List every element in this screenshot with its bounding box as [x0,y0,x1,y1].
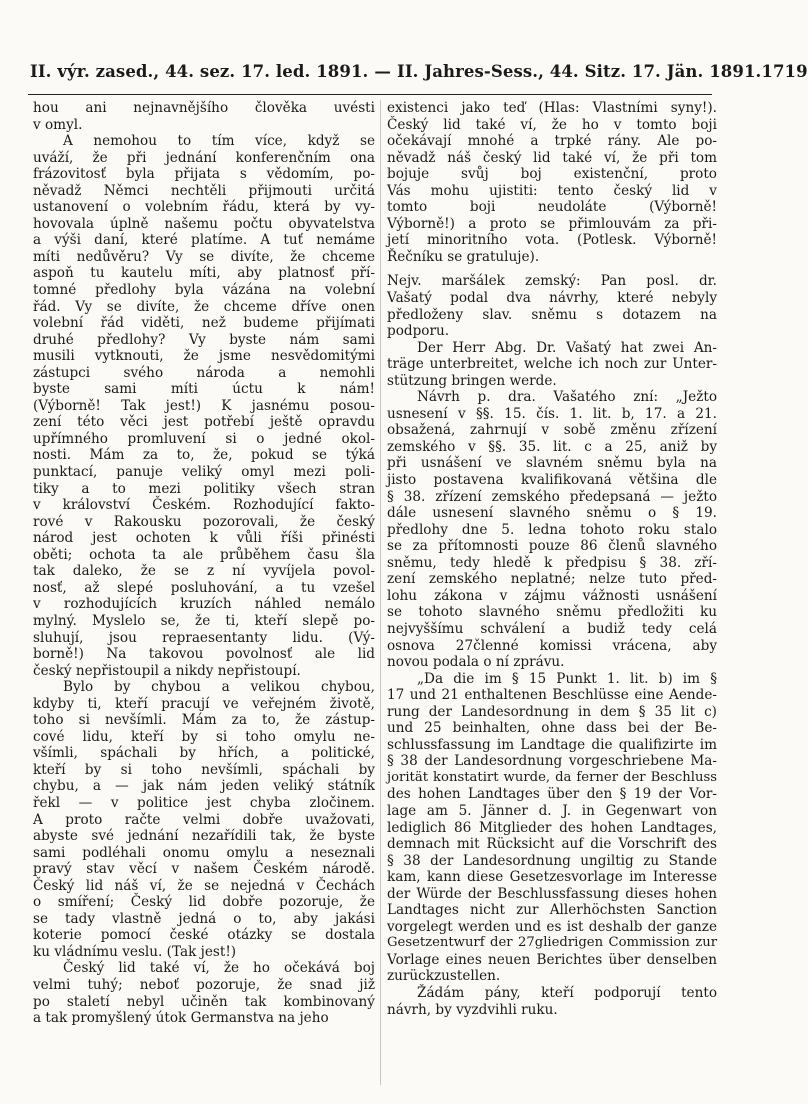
text-line: Landtages nicht zur Allerhöchsten Sanction [387,902,717,919]
text-line: Nejv. maršálek zemský: Pan posl. dr. [387,273,717,290]
text-line: kteří by si toho nevšímli, spáchali by [33,761,375,778]
text-line: zástupci svého národa a nemohli [33,364,375,381]
text-line: nosť, až slepé posluhování, a tu vzešel [33,579,375,596]
text-line: „Da die im § 15 Punkt 1. lit. b) im § [417,670,717,687]
text-line: aspoň tu kautelu míti, aby platnosť pří- [33,265,375,282]
text-line: lohu zákona v zájmu vážnosti usnášení [387,587,717,604]
text-line: existenci jako teď (Hlas: Vlastními syny!). [387,100,717,116]
text-line: po staletí nebyl učiněn tak kombinovaný [33,993,375,1010]
text-line: borně!) Na takovou povolnosť ale lid [33,646,375,663]
left-column [33,100,375,1027]
text-line: zení zemského neplatné; nelze tuto před- [387,571,717,588]
header-left [30,62,761,81]
text-line: § 38 der Landesordnung vorgeschriebene Ma- [387,753,717,770]
text-line: ku vládnímu veslu. (Tak jest!) [33,943,237,960]
text-line: tomto boji neudoláte (Výborně! [387,199,717,216]
text-line: a výši daní, které platíme. A tuť nemáme [33,232,375,249]
header-rule [28,94,712,95]
text-line: chybu, a — jak nám jeden veliký státník [33,778,375,795]
text-line: český nepřistoupil a nikdy nepřistoupí. [33,662,301,679]
text-line: zurückzustellen. [387,968,501,985]
text-line: byste sami míti úctu k nám! [33,381,375,398]
text-line: Vorlage eines neuen Berichtes über denselben [387,951,717,968]
right-column [387,100,717,1018]
text-line: se za přítomnosti pouze 86 členů slavného [387,538,717,555]
text-line: Český lid náš ví, že se nejedná v Čechách [33,877,375,894]
text-line: Vašatý podal dva návrhy, které nebyly [387,290,717,307]
text-line: zení této věci jest potřebí ještě opravdu [33,414,375,431]
text-line: osnova 27členné komissi vrácena, aby [387,637,717,654]
text-line: Žádám pány, kteří podporují tento [417,984,717,1001]
text-line: řekl — v politice jest chyba zločinem. [33,794,375,811]
text-line: upřímného promluvení si o jedné okol- [33,430,375,447]
text-line: se tady vlastně jedná o to, aby jakási [33,910,375,927]
page-number: 1719 [761,62,808,81]
text-line: nosti. Mám za to, že, pokud se týká [33,447,375,464]
text-line: jorität konstatirt wurde, da ferner der Beschluss [387,769,717,785]
text-line: dále usnesení slavného sněmu o § 19. [387,505,717,522]
text-line: A nemohou to tím více, když se [63,133,375,150]
text-line: schlussfassung im Landtage die qualifizirte im [387,736,717,753]
text-line: návrh, by vyzdvihli ruku. [387,1001,558,1018]
text-line: novou podala o ní zprávu. [387,654,565,671]
text-line: v království Českém. Rozhodující fakto- [33,497,375,514]
text-line: jetí minoritního vota. (Potlesk. Výborně! [387,232,717,249]
text-line: v rozhodujících kruzích náhled nemálo [33,596,375,613]
text-line: řád. Vy se divíte, že chceme dříve onen [33,298,375,315]
text-line: (Výborně! Tak jest!) K jasnému posou- [33,397,375,414]
text-line: sněmu, tedy hledě k předpisu § 38. zří- [387,554,717,571]
text-line: abyste své jednání nezařídili tak, že byste [33,828,375,845]
text-line: Vás mohu ujistiti: tento český lid v [387,182,717,199]
text-line: tiky a to mezi politiky všech stran [33,480,375,497]
text-line: lage am 5. Jänner d. J. in Gegenwart von [387,802,717,819]
header-german-session: II. Jahres-Sess., 44. Sitz. 17. Jän. 1891. [397,62,762,81]
text-line: druhé předlohy? Vy byste nám sami [33,331,375,348]
text-line: předlohy dne 5. ledna tohoto roku stalo [387,521,717,538]
text-line: Český lid také ví, že ho v tomto boji [387,116,717,133]
text-line: A proto račte velmi dobře uvažovati, [33,811,375,828]
text-line: mylný. Myslelo se, že ti, kteří slepě po- [33,612,375,629]
text-line: sami podléhali onomu omylu a neseznali [33,844,375,861]
text-line: punktací, panuje veliký omyl mezi poli- [33,464,375,481]
text-line: Výborně!) a proto se přimlouvám za při- [387,215,717,232]
text-line: v omyl. [33,116,83,133]
text-line: kam, kann diese Gesetzesvorlage im Interesse [387,869,717,886]
text-line: všímli, spáchali by hřích, a politické, [33,745,375,762]
header-czech-session: II. výr. zased., 44. sez. 17. led. 1891. [30,62,369,81]
text-line: hou ani nejnavnějšího člověka uvésti [33,100,375,116]
text-line: und 25 beinhalten, ohne dass bei der Be- [387,720,717,737]
text-line: oběti; ochota ta ale průběhem času šla [33,546,375,563]
text-line: velmi tuhý; neboť pozoruje, že snad již [33,976,375,993]
text-line: Český lid také ví, že ho očekává boj [63,960,375,977]
text-line: pravý stav věcí v našem Českém národě. [33,861,375,878]
text-line: der Würde der Beschlussfassung dieses hohen [387,885,717,902]
text-line: träge unterbreitet, welche ich noch zur Unter- [387,356,717,373]
page-header [30,62,808,90]
text-line: usnesení v §§. 15. čís. 1. lit. b, 17. a 21. [387,405,717,422]
text-line: zemského v §§. 35. lit. c a 25, aniž by [387,438,717,455]
text-line: a tak promyšlený útok Germanstva na jeho [33,1010,329,1027]
text-line: ustanovení o volebním řádu, která by vy- [33,199,375,216]
text-line: předloženy slav. sněmu s dotazem na [387,306,717,323]
text-line: očekávají mnohé a trpké rány. Ale po- [387,133,717,150]
text-line: vorgelegt werden und es ist deshalb der ganze [387,918,717,935]
text-line: hovovala úplně našemu počtu obyvatelstva [33,215,375,232]
text-line: stützung bringen werde. [387,372,557,389]
text-line: jisto postavena kvalifikovaná většina dle [387,472,717,489]
text-line: podporu. [387,323,450,340]
text-line: míti nedůvěru? Vy se divíte, že chceme [33,248,375,265]
text-line: frázovitosť byla přijata s vědomím, po- [33,166,375,183]
text-line: Řečníku se gratuluje). [387,248,540,265]
text-line: des hohen Landtages über den § 19 der Vor- [387,786,717,803]
text-line: se tohoto slavného sněmu předložiti ku [387,604,717,621]
text-line: volební řád viděti, než budeme přijímati [33,315,375,332]
column-divider [380,100,381,1085]
text-line: Návrh p. dra. Vašatého zní: „Ježto [417,389,717,406]
text-line: toho si nevšímli. Mám za to, že zástup- [33,712,375,729]
header-separator: — [374,62,391,81]
text-line: cové lidu, kteří by si toho omylu ne- [33,728,375,745]
text-line: kdyby ti, kteří pracují ve veřejném životě, [33,695,375,712]
text-line: při usnášení ve slavném sněmu byla na [387,455,717,472]
text-line: bojuje svůj boj existenční, proto [387,166,717,183]
text-line: tak daleko, že se z ní vyvíjela povol- [33,563,375,580]
text-line: Bylo by chybou a velikou chybou, [63,679,375,696]
text-line: něvadž náš český lid také ví, že při tom [387,149,717,166]
text-line: musili vytknouti, že jsme nesvědomitými [33,348,375,365]
text-line: koterie pomocí české otázky se dostala [33,927,375,944]
text-line: obsažená, zahrnují v sobě změnu zřízení [387,422,717,439]
text-line: rung der Landesordnung in dem § 35 lit c) [387,703,717,720]
text-line: nejvyššímu schválení a budiž tedy celá [387,620,717,637]
text-line: lediglich 86 Mitglieder des hohen Landtages, [387,819,717,836]
text-line: o smíření; Český lid dobře pozoruje, že [33,894,375,911]
text-line: uváží, že při jednání konferenčním ona [33,149,375,166]
text-line: tomné předlohy byla vázána na volební [33,282,375,299]
text-line: sluhují, jsou repraesentanty lidu. (Vý- [33,629,375,646]
text-line: Gesetzentwurf der 27gliedrigen Commission zur [387,935,717,951]
paragraph-gap [387,265,717,273]
text-line: Der Herr Abg. Dr. Vašatý hat zwei An- [417,339,717,356]
text-line: národ jest ochoten k vůli říši přinésti [33,530,375,547]
text-line: demnach mit Rücksicht auf die Vorschrift des [387,836,717,853]
text-line: něvadž Němci nechtěli přijmouti určitá [33,182,375,199]
text-line: § 38 der Landesordnung ungiltig zu Stande [387,852,717,869]
text-line: § 38. zřízení zemského předepsaná — ježto [387,488,717,505]
text-line: 17 und 21 enthaltenen Beschlüsse eine Aende- [387,687,717,704]
text-line: rové v Rakousku pozorovali, že český [33,513,375,530]
